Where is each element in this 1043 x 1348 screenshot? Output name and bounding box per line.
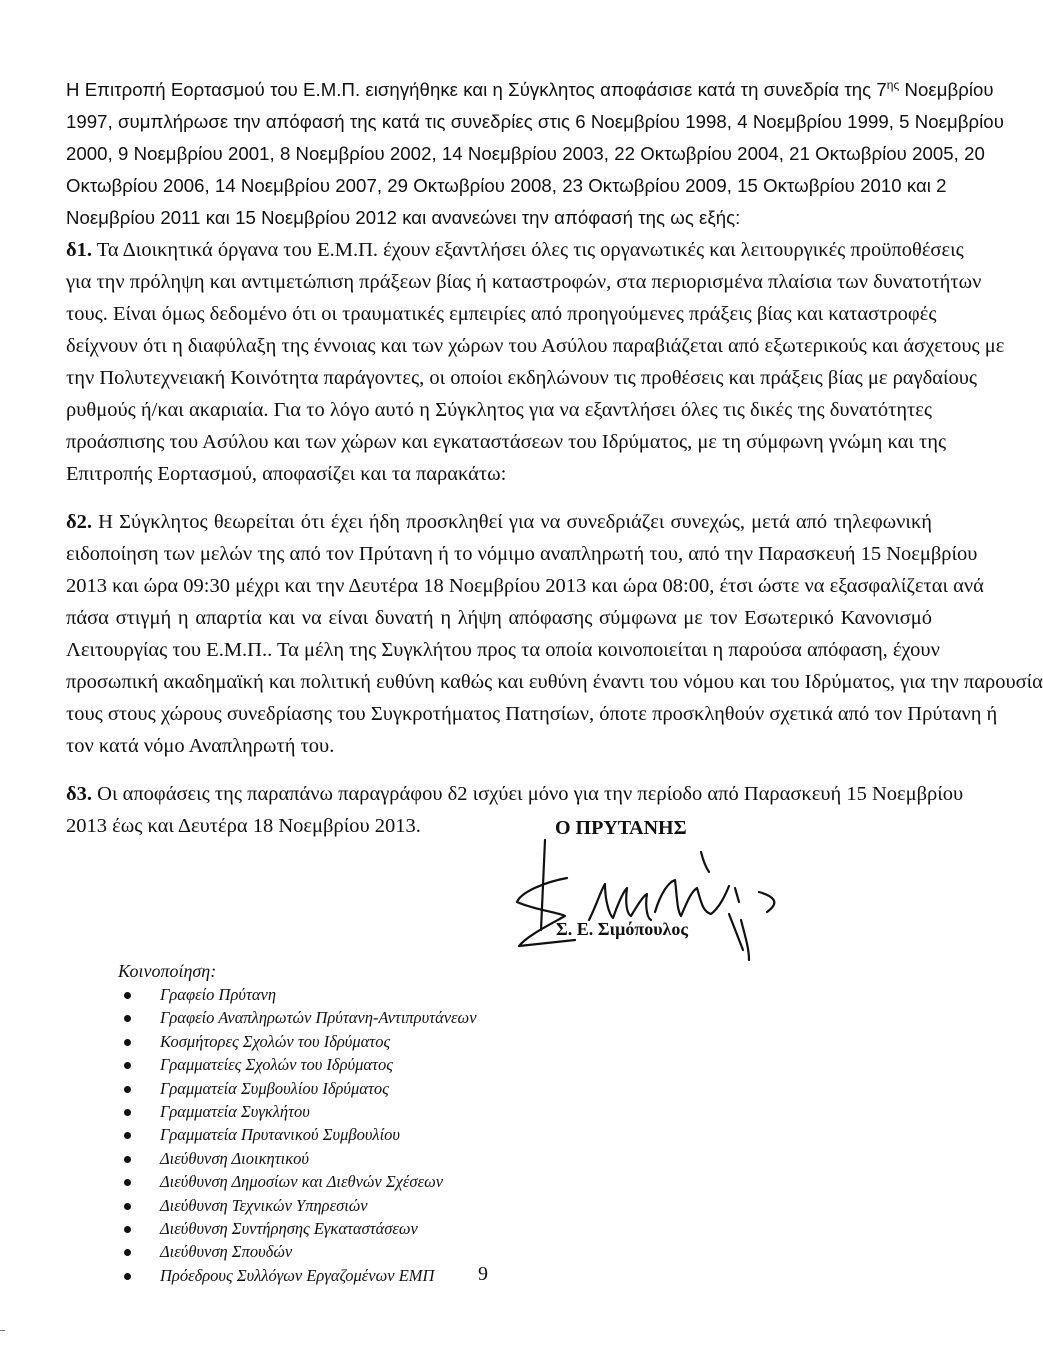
bullet-icon (124, 1015, 131, 1022)
d1-line-8: Επιτροπής Εορτασμού, αποφασίζει και τα παρακάτω: (66, 463, 507, 485)
d1-line-5: την Πολυτεχνειακή Κοινότητα παράγοντες, οι οποίοι εκδηλώνουν τις προθέσεις και πράξεις βίας με ραγδαίους (66, 367, 978, 389)
d1-line-2: για την πρόληψη και αντιμετώπιση πράξεων βίας ή καταστροφών, στα περιορισμένα πλαίσια των δυνατοτήτων (66, 271, 982, 293)
rector-name: Σ. Ε. Σιμόπουλος (556, 919, 688, 939)
bullet-icon (124, 1203, 131, 1210)
bullet-icon (124, 1273, 131, 1280)
d2-line-6: προσωπική ακαδημαϊκή και πολιτική ευθύνη καθώς και ευθύνη έναντι του νόμου και του Ιδρύματος, για την παρουσία (66, 671, 1043, 693)
d2-line-8: τον κατά νόμο Αναπληρωτή του. (66, 735, 335, 757)
list-item: Γραμματεία Συγκλήτου (124, 1100, 477, 1123)
list-item: Γραμματείες Σχολών του Ιδρύματος (124, 1053, 477, 1076)
d1-label: δ1. (66, 239, 93, 261)
list-item: Πρόεδρους Συλλόγων Εργαζομένων ΕΜΠ (124, 1264, 477, 1287)
d1-line-1: δ1. Τα Διοικητικά όργανα του Ε.Μ.Π. έχουν εξαντλήσει όλες τις οργανωτικές και λειτουργικές προϋποθέσεις (66, 239, 964, 261)
list-item: Γραφείο Αναπληρωτών Πρύτανη-Αντιπρυτάνεων (124, 1006, 477, 1029)
list-item: Διεύθυνση Τεχνικών Υπηρεσιών (124, 1194, 477, 1217)
d2-line-7: τους στους χώρους συνεδρίασης του Συγκροτήματος Πατησίων, όποτε προσκληθούν σχετικά από τον Πρύτανη ή (66, 703, 998, 725)
bullet-icon (124, 1039, 131, 1046)
list-item: Γραμματεία Συμβουλίου Ιδρύματος (124, 1077, 477, 1100)
d1-line-3: τους. Είναι όμως δεδομένο ότι οι τραυματικές εμπειρίες από προηγούμενες πράξεις βίας και καταστροφές (66, 303, 937, 325)
intro-line-3: 2000, 9 Νοεμβρίου 2001, 8 Νοεμβρίου 2002, 14 Νοεμβρίου 2003, 22 Οκτωβρίου 2004, 21 Οκτωβρίου 2005, 20 (66, 143, 985, 164)
scan-edge-mark (0, 1330, 5, 1331)
d2-line-3: 2013 και ώρα 09:30 μέχρι και την Δευτέρα 18 Νοεμβρίου 2013 και ώρα 08:00, έτσι ώστε να εξασφαλίζεται ανά (66, 575, 984, 597)
d1-line-7: προάσπισης του Ασύλου και των χώρων και εγκαταστάσεων του Ιδρύματος, με τη σύμφωνη γνώμη και της (66, 431, 947, 453)
d2-line-2: ειδοποίηση των μελών της από τον Πρύτανη ή το νόμιμο αναπληρωτή του, από την Παρασκευή 15 Νοεμβρίου (66, 543, 978, 565)
page-number: 9 (478, 1263, 488, 1285)
d1-line-4: δείχνουν ότι η διαφύλαξη της έννοιας και των χώρων του Ασύλου παραβιάζεται από εξωτερικούς και άσχετους με (66, 335, 1005, 357)
list-item: Διεύθυνση Συντήρησης Εγκαταστάσεων (124, 1217, 477, 1240)
notification-heading: Κοινοποίηση: (118, 961, 217, 981)
bullet-icon (124, 1156, 131, 1163)
bullet-icon (124, 1086, 131, 1093)
d2-label: δ2. (66, 511, 93, 533)
bullet-icon (124, 1249, 131, 1256)
notification-list (124, 983, 477, 1287)
list-item: Διεύθυνση Διοικητικού (124, 1147, 477, 1170)
d3-line-2: 2013 έως και Δευτέρα 18 Νοεμβρίου 2013. (66, 815, 421, 837)
list-item: Διεύθυνση Δημοσίων και Διεθνών Σχέσεων (124, 1170, 477, 1193)
list-item: Κοσμήτορες Σχολών του Ιδρύματος (124, 1030, 477, 1053)
intro-line-2: 1997, συμπλήρωσε την απόφασή της κατά τις συνεδρίες στις 6 Νοεμβρίου 1998, 4 Νοεμβρίου 1999, 5 Νοεμβρίου (66, 111, 1004, 132)
bullet-icon (124, 1179, 131, 1186)
intro-line-1: Η Επιτροπή Εορτασμού του Ε.Μ.Π. εισηγήθηκε και η Σύγκλητος αποφάσισε κατά τη συνεδρία της $7^{\eta\varsigma}$ Νοεμβρίου (66, 77, 994, 100)
d3-label: δ3. (66, 783, 93, 805)
d2-line-5: Λειτουργίας του Ε.Μ.Π.. Τα μέλη της Συγκλήτου προς τα οποία κοινοποιείται η παρούσα απόφαση, έχουν (66, 639, 940, 661)
bullet-icon (124, 1226, 131, 1233)
bullet-icon (124, 1062, 131, 1069)
intro-line-5: Νοεμβρίου 2011 και 15 Νοεμβρίου 2012 και ανανεώνει την απόφασή της ως εξής: (66, 207, 741, 228)
list-item: Γραμματεία Πρυτανικού Συμβουλίου (124, 1123, 477, 1146)
list-item: Διεύθυνση Σπουδών (124, 1240, 477, 1263)
d3-line-1: δ3. Οι αποφάσεις της παραπάνω παραγράφου δ2 ισχύει μόνο για την περίοδο από Παρασκευή 15 Νοεμβρίου (66, 783, 964, 805)
bullet-icon (124, 992, 131, 999)
bullet-icon (124, 1132, 131, 1139)
handwritten-signature (505, 822, 795, 972)
intro-line-4: Οκτωβρίου 2006, 14 Νοεμβρίου 2007, 29 Οκτωβρίου 2008, 23 Οκτωβρίου 2009, 15 Οκτωβρίου 2010 και 2 (66, 175, 947, 196)
list-item: Γραφείο Πρύτανη (124, 983, 477, 1006)
d2-line-4: πάσα στιγμή η απαρτία και να είναι δυνατή η λήψη απόφασης σύμφωνα με τον Εσωτερικό Κανονισμό (66, 607, 932, 629)
d1-line-6: ρυθμούς ή/και ακαριαία. Για το λόγο αυτό η Σύγκλητος για να εξαντλήσει όλες τις δικές της δυνατότητες (66, 399, 932, 421)
d2-line-1: δ2. Η Σύγκλητος θεωρείται ότι έχει ήδη προσκληθεί για να συνεδριάζει συνεχώς, μετά από τηλεφωνική (66, 511, 932, 533)
bullet-icon (124, 1109, 131, 1116)
rector-title: Ο ΠΡΥΤΑΝΗΣ (555, 817, 687, 839)
